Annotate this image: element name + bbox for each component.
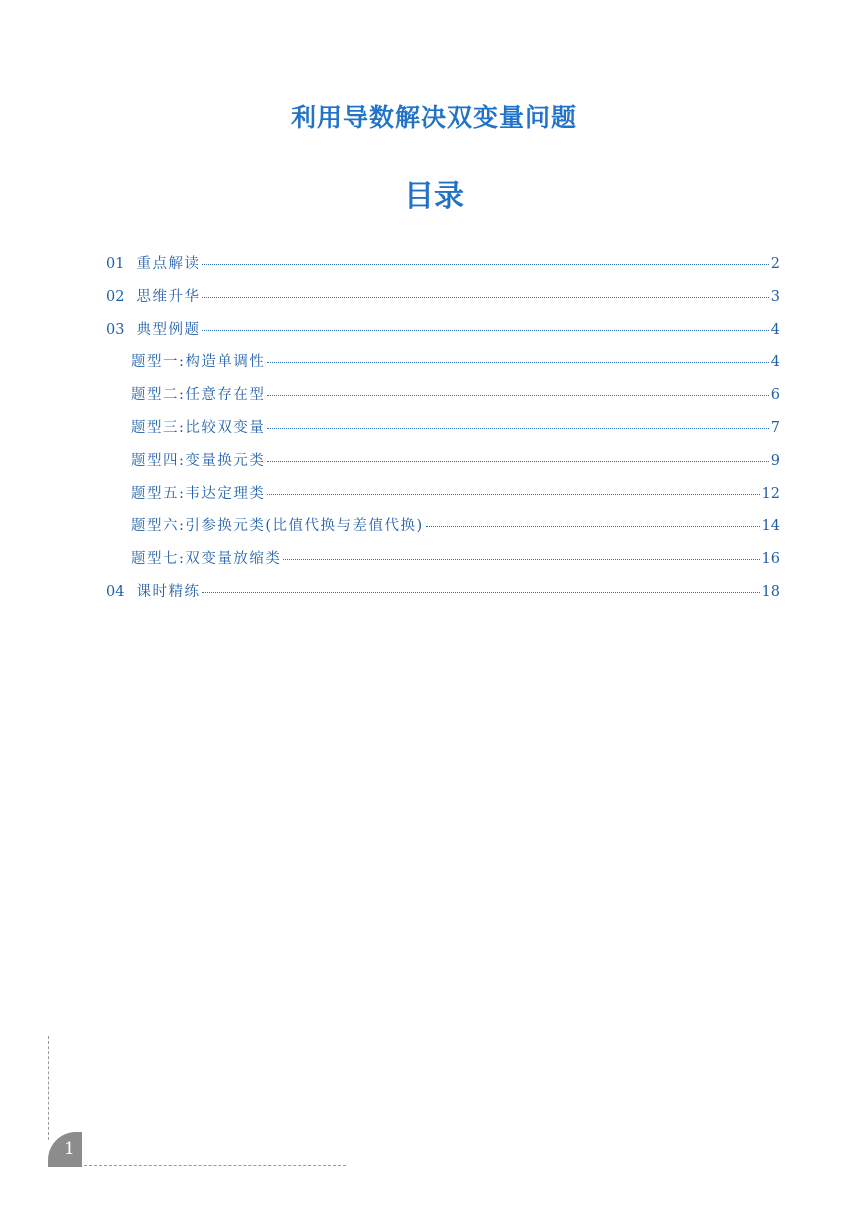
- toc-entry-label: 思维升华: [136, 288, 201, 305]
- toc-entry-page: 12: [761, 485, 780, 502]
- toc-entry-label: 重点解读: [136, 256, 201, 272]
- toc-entry-page: 6: [770, 387, 780, 404]
- footer-horizontal-dashed-line: [84, 1165, 346, 1166]
- toc-entry-label: 典型例题: [136, 321, 201, 338]
- footer-vertical-dashed-line: [48, 1036, 49, 1140]
- toc-entry-label: 题型一:构造单调性: [131, 354, 266, 371]
- toc-subentry-type-2[interactable]: [106, 383, 780, 416]
- toc-entry-label: 题型四:变量换元类: [131, 452, 266, 469]
- toc-entry-number: 04: [106, 583, 125, 600]
- toc-entry-label: 题型二:任意存在型: [131, 387, 266, 404]
- toc-entry-label: 题型五:韦达定理类: [131, 485, 266, 502]
- toc-entry-page: 14: [761, 518, 780, 535]
- toc-subentry-type-6[interactable]: [106, 514, 780, 547]
- toc-entry-page: 18: [761, 583, 780, 600]
- toc-entry-page: 3: [770, 288, 780, 305]
- toc-entry-number: 01: [106, 256, 125, 272]
- toc-subentry-type-1[interactable]: [106, 350, 780, 383]
- toc-entry-label: 课时精练: [136, 583, 201, 600]
- dot-leader: [202, 592, 759, 593]
- dot-leader: [202, 330, 768, 331]
- toc-entry-examples[interactable]: [106, 318, 780, 351]
- toc-entry-label: 题型六:引参换元类(比值代换与差值代换): [131, 518, 424, 535]
- dot-leader: [426, 526, 760, 527]
- dot-leader: [267, 494, 759, 495]
- dot-leader: [283, 559, 759, 560]
- dot-leader: [267, 428, 768, 429]
- toc-entry-practice[interactable]: [106, 580, 780, 613]
- dot-leader: [267, 362, 768, 363]
- dot-leader: [267, 461, 768, 462]
- dot-leader: [202, 264, 768, 265]
- dot-leader: [202, 297, 768, 298]
- table-of-contents: [106, 252, 780, 613]
- toc-entry-page: 9: [770, 452, 780, 469]
- toc-entry-number: 02: [106, 288, 125, 305]
- toc-entry-thinking[interactable]: [106, 285, 780, 318]
- toc-subentry-type-5[interactable]: [106, 482, 780, 515]
- document-title: 利用导数解决双变量问题: [290, 103, 577, 132]
- toc-subentry-type-7[interactable]: [106, 547, 780, 580]
- toc-entry-page: 16: [761, 551, 780, 568]
- toc-entry-label: 题型七:双变量放缩类: [131, 551, 282, 568]
- toc-entry-page: 2: [770, 256, 780, 272]
- toc-subentry-type-4[interactable]: [106, 449, 780, 482]
- toc-entry-number: 03: [106, 321, 125, 338]
- dot-leader: [267, 395, 768, 396]
- toc-entry-page: 4: [770, 321, 780, 338]
- toc-entry-label: 题型三:比较双变量: [131, 419, 266, 436]
- toc-heading: 目录: [404, 179, 464, 214]
- toc-entry-page: 7: [770, 419, 780, 436]
- toc-entry-page: 4: [770, 354, 780, 371]
- toc-entry-key-points[interactable]: [106, 252, 780, 285]
- toc-subentry-type-3[interactable]: [106, 416, 780, 449]
- page-number: 1: [64, 1139, 75, 1159]
